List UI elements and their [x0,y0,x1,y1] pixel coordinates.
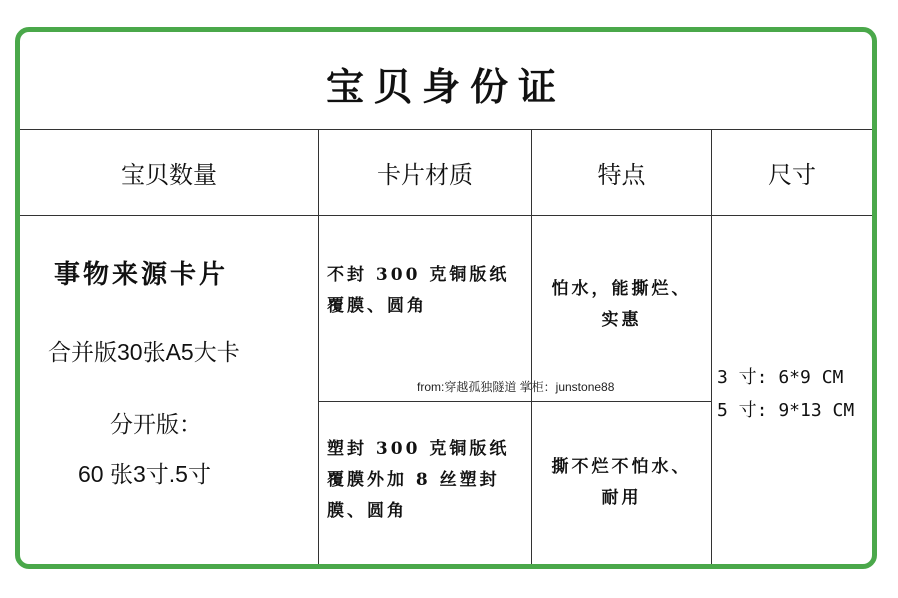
feature-row-2-line-1: 撕不烂不怕水、 [551,457,692,477]
header-feature: 特点 [597,162,646,189]
size-3-inch: 3 寸: 6*9 CM [717,367,844,388]
id-card-frame [15,27,877,569]
watermark-text: from:穿越孤独隧道 掌柜：junstone88 [417,380,615,394]
header-divider [20,215,872,216]
header-material: 卡片材质 [377,162,473,189]
feature-row-1 [532,274,711,336]
material-row-1-line-1: 不封 300 克铜版纸 [327,265,510,285]
feature-row-2-line-2: 耐用 [601,488,642,508]
quantity-combined: 合并版30张A5大卡 [48,339,240,365]
size-list [717,361,854,427]
material-row-2 [327,434,509,527]
quantity-separate-count: 60 张3寸.5寸 [78,461,211,487]
material-row-1-line-2: 覆膜、圆角 [327,296,427,316]
feature-row-1-line-1: 怕水，能撕烂、 [551,279,692,299]
size-5-inch: 5 寸: 9*13 CM [717,400,855,421]
page-title: 宝贝身份证 [325,64,566,109]
material-row-2-line-1: 塑封 300 克铜版纸 [327,439,510,459]
header-size: 尺寸 [768,162,816,189]
material-row-2-line-2: 覆膜外加 8 丝塑封 [327,470,500,490]
quantity-name: 事物来源卡片 [54,260,229,290]
material-row-1 [327,260,509,322]
header-quantity: 宝贝数量 [121,162,217,189]
material-row-2-line-3: 膜、圆角 [327,501,407,521]
feature-row-1-line-2: 实惠 [601,310,642,330]
row-divider [318,401,711,402]
feature-row-2 [532,452,711,514]
quantity-separate-label: 分开版： [110,411,202,437]
